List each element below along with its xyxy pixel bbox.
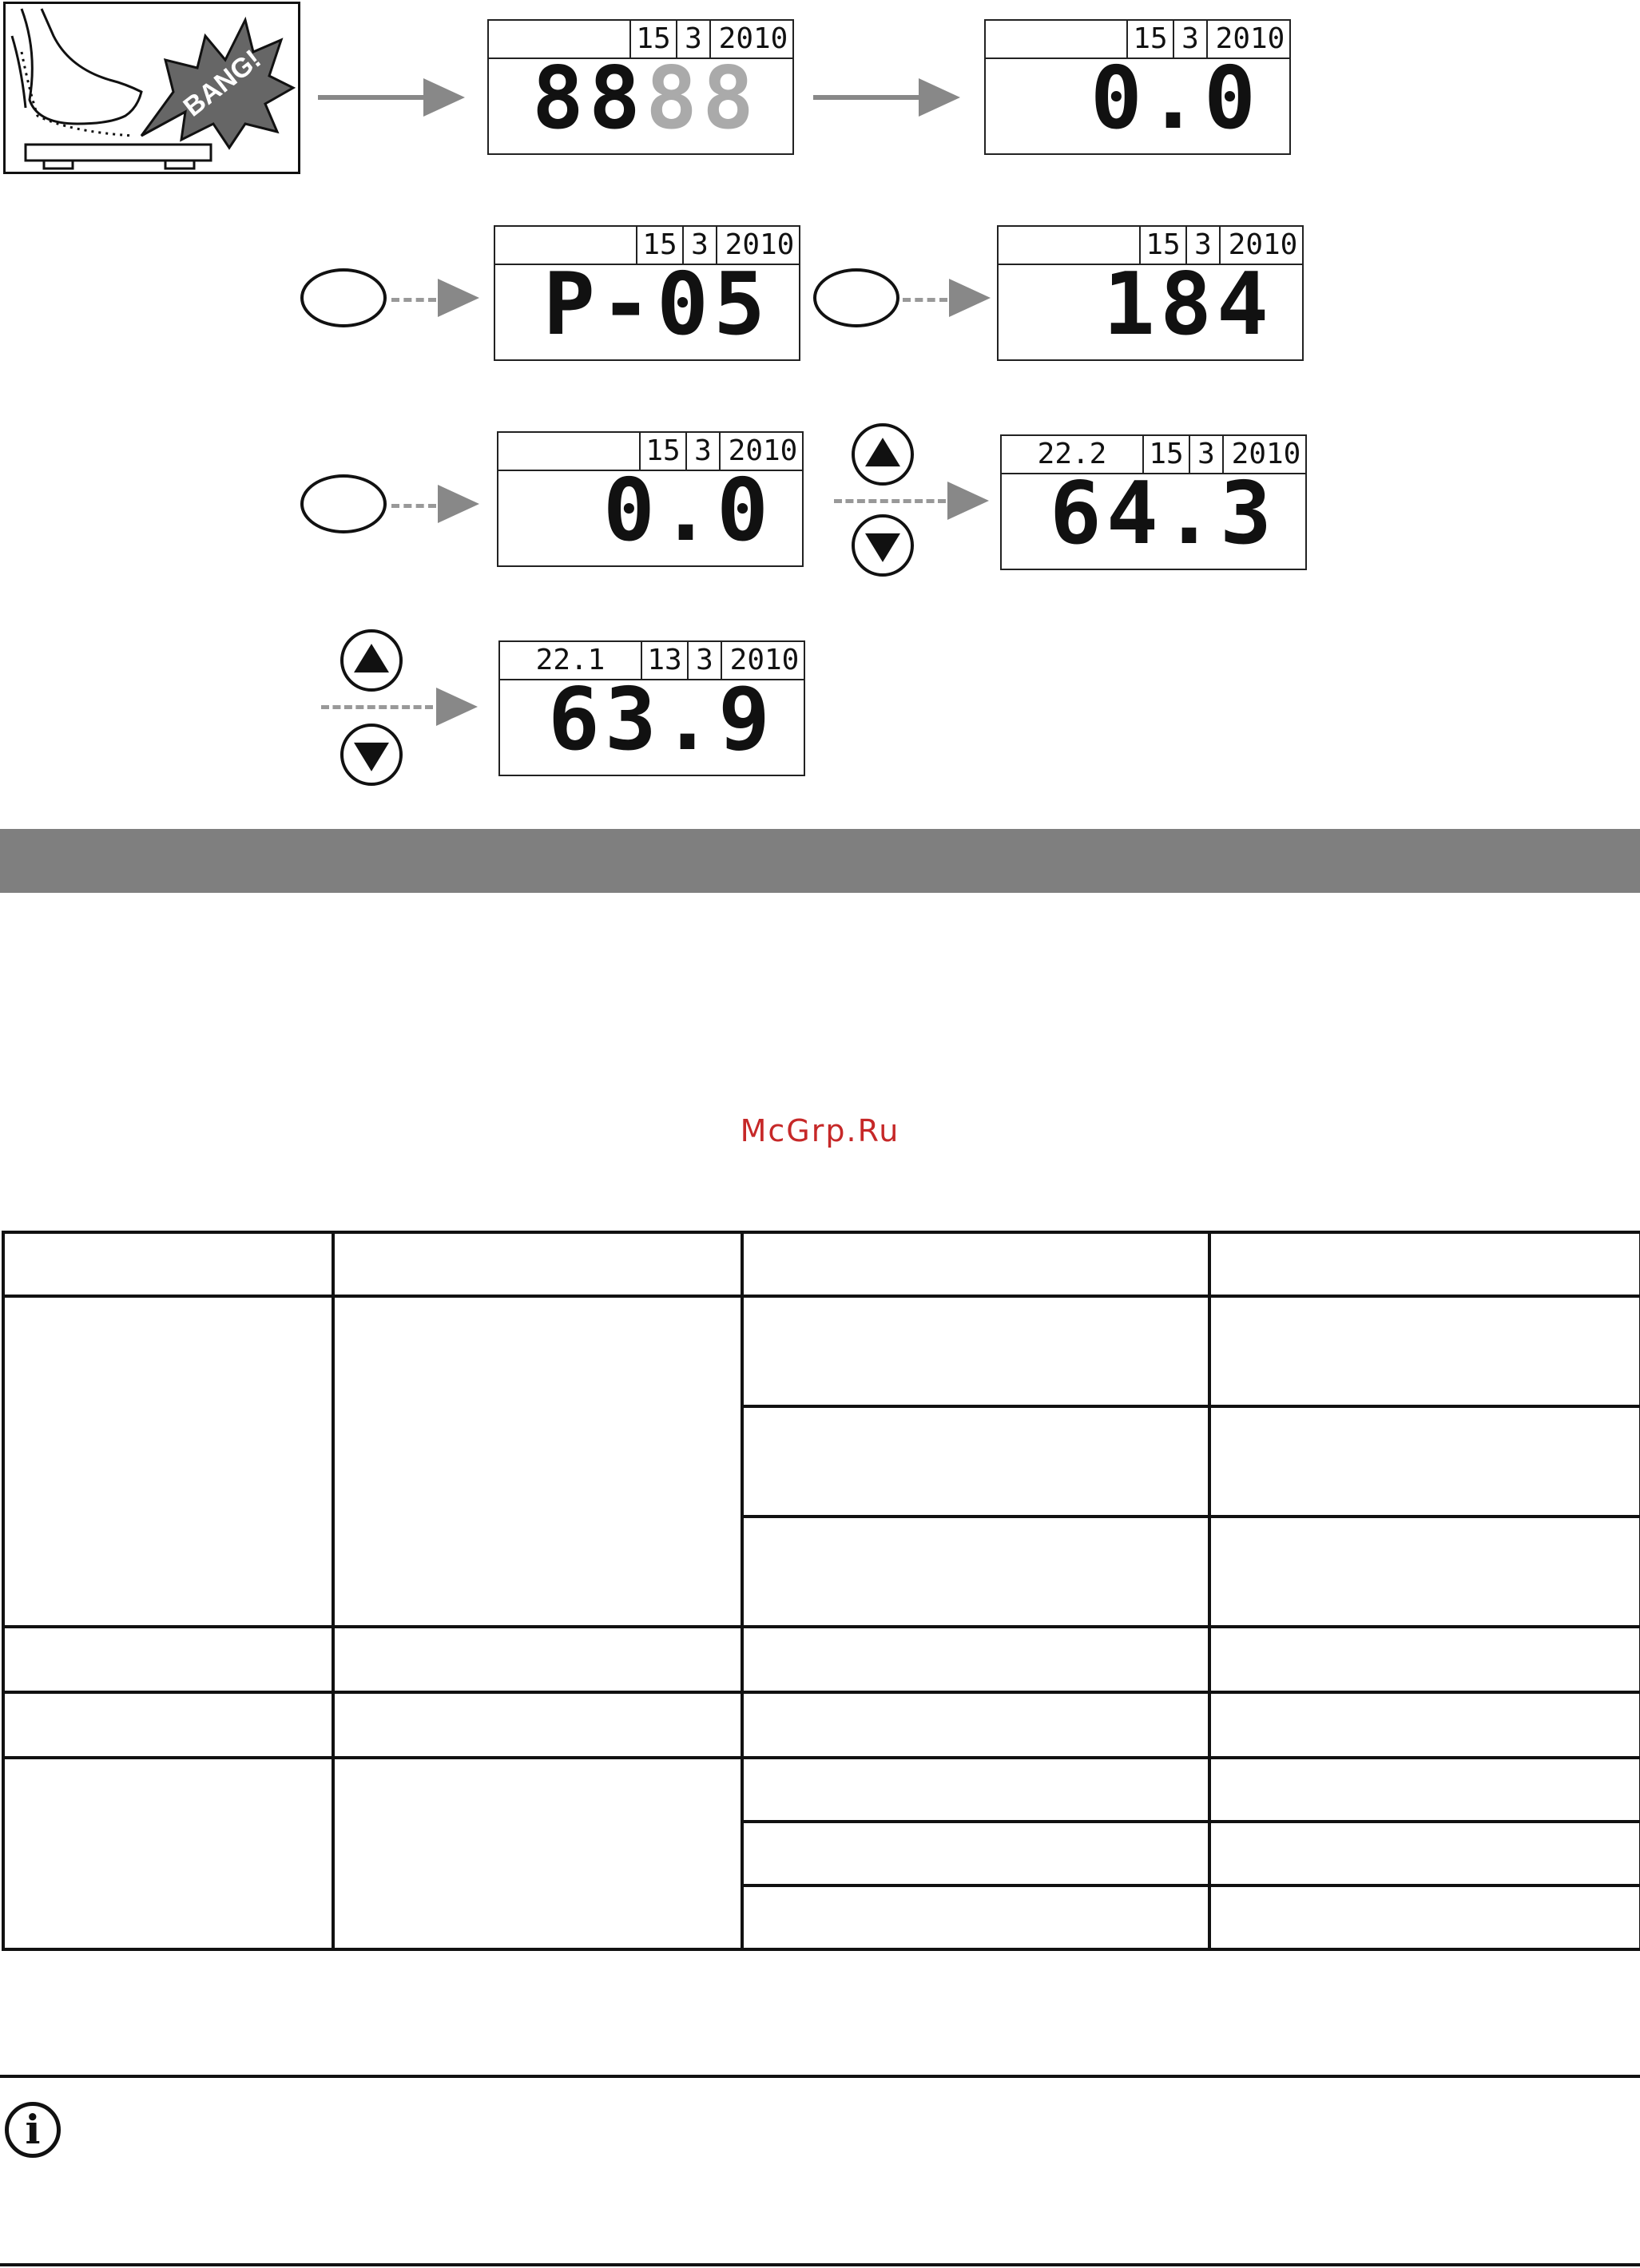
lcd-main-value: 0.0 <box>602 461 773 561</box>
arrow-5-shaft <box>391 504 436 508</box>
arrow-7-shaft <box>321 705 433 709</box>
note-top-rule <box>0 2075 1640 2078</box>
table-row <box>3 1692 1640 1758</box>
set-button[interactable] <box>300 474 387 533</box>
arrow-1-shaft <box>318 95 430 100</box>
lcd-display-height: 15 3 2010 184 <box>997 225 1304 361</box>
note-bottom-rule <box>0 2263 1640 2266</box>
lcd-main-value: P-05 <box>542 255 770 355</box>
lcd-display-weight-2: 22.1 13 3 2010 63.9 <box>498 640 805 776</box>
arrow-6-head <box>947 482 989 520</box>
step-on-illustration <box>3 2 300 174</box>
table-row <box>3 1627 1640 1692</box>
lcd-main-value: 63.9 <box>547 670 775 770</box>
lcd-main-value: 0.0 <box>1090 49 1261 149</box>
bang-text: BANG! <box>177 44 267 123</box>
lcd-main-value: 8888 <box>531 49 759 149</box>
lcd-display-zero: 15 3 2010 0.0 <box>984 19 1291 155</box>
arrow-4-head <box>949 279 991 317</box>
spec-table <box>2 1231 1640 1951</box>
arrow-7-head <box>436 688 478 726</box>
arrow-6-shaft <box>834 499 946 503</box>
arrow-2-head <box>919 78 960 117</box>
arrow-3-shaft <box>391 298 436 302</box>
down-button[interactable] <box>340 724 403 786</box>
lcd-display-weight-1: 22.2 15 3 2010 64.3 <box>1000 434 1307 570</box>
set-button[interactable] <box>813 268 899 327</box>
arrow-5-head <box>438 485 479 523</box>
lcd-display-profile: 15 3 2010 P-05 <box>494 225 800 361</box>
arrow-1-head <box>423 78 465 117</box>
lcd-display-zero-2: 15 3 2010 0.0 <box>497 431 804 567</box>
lcd-display-self-test: 15 3 2010 8888 <box>487 19 794 155</box>
foot-scale-drawing <box>6 4 298 172</box>
table-header-row <box>3 1232 1640 1296</box>
lcd-main-value: 184 <box>1102 255 1273 355</box>
lcd-main-value: 64.3 <box>1049 464 1277 564</box>
info-icon: i <box>5 2102 61 2158</box>
arrow-2-shaft <box>813 95 925 100</box>
down-button[interactable] <box>852 514 914 577</box>
section-header-band <box>0 829 1640 893</box>
table-row <box>3 1296 1640 1406</box>
up-button[interactable] <box>852 423 914 486</box>
up-button[interactable] <box>340 629 403 692</box>
arrow-3-head <box>438 279 479 317</box>
table-row <box>3 1758 1640 1822</box>
watermark: McGrp.Ru <box>740 1113 900 1148</box>
arrow-4-shaft <box>903 298 947 302</box>
set-button[interactable] <box>300 268 387 327</box>
